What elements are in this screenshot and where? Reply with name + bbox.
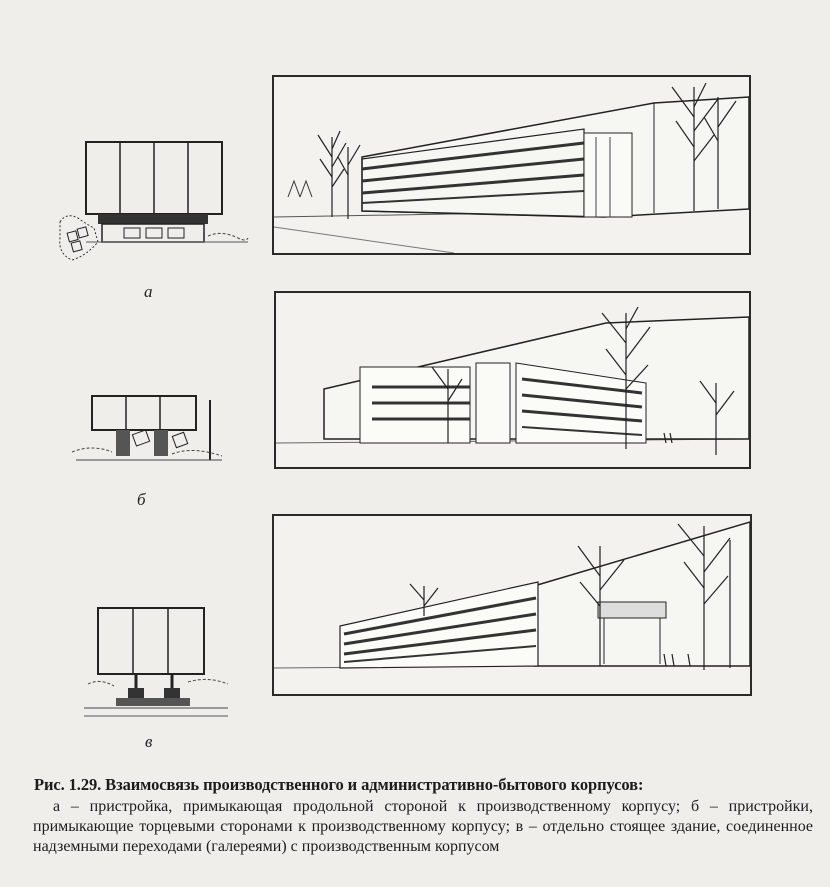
plan-a-icon — [52, 138, 252, 278]
panel-label-c: в — [145, 732, 153, 751]
perspective-a-icon — [272, 75, 751, 255]
plan-b-icon — [62, 390, 232, 470]
figure-description: а – пристройка, примыкающая продольной стороной к производственному корпусу; б – пристройки, примыкающие торцевыми сторонами к производственному корпусу; в – отдельно стоящее здание, соединенное надземными переходами (галереями) с производственным корпусом — [33, 798, 813, 855]
figure-title: Рис. 1.29. Взаимосвязь производственного и административно-бытового корпусов: — [34, 775, 644, 794]
perspective-b-icon — [274, 291, 751, 469]
perspective-c-icon — [272, 514, 752, 696]
panel-label-b: б — [137, 490, 146, 509]
panel-label-a: а — [144, 282, 153, 301]
plan-c-icon — [78, 598, 238, 728]
